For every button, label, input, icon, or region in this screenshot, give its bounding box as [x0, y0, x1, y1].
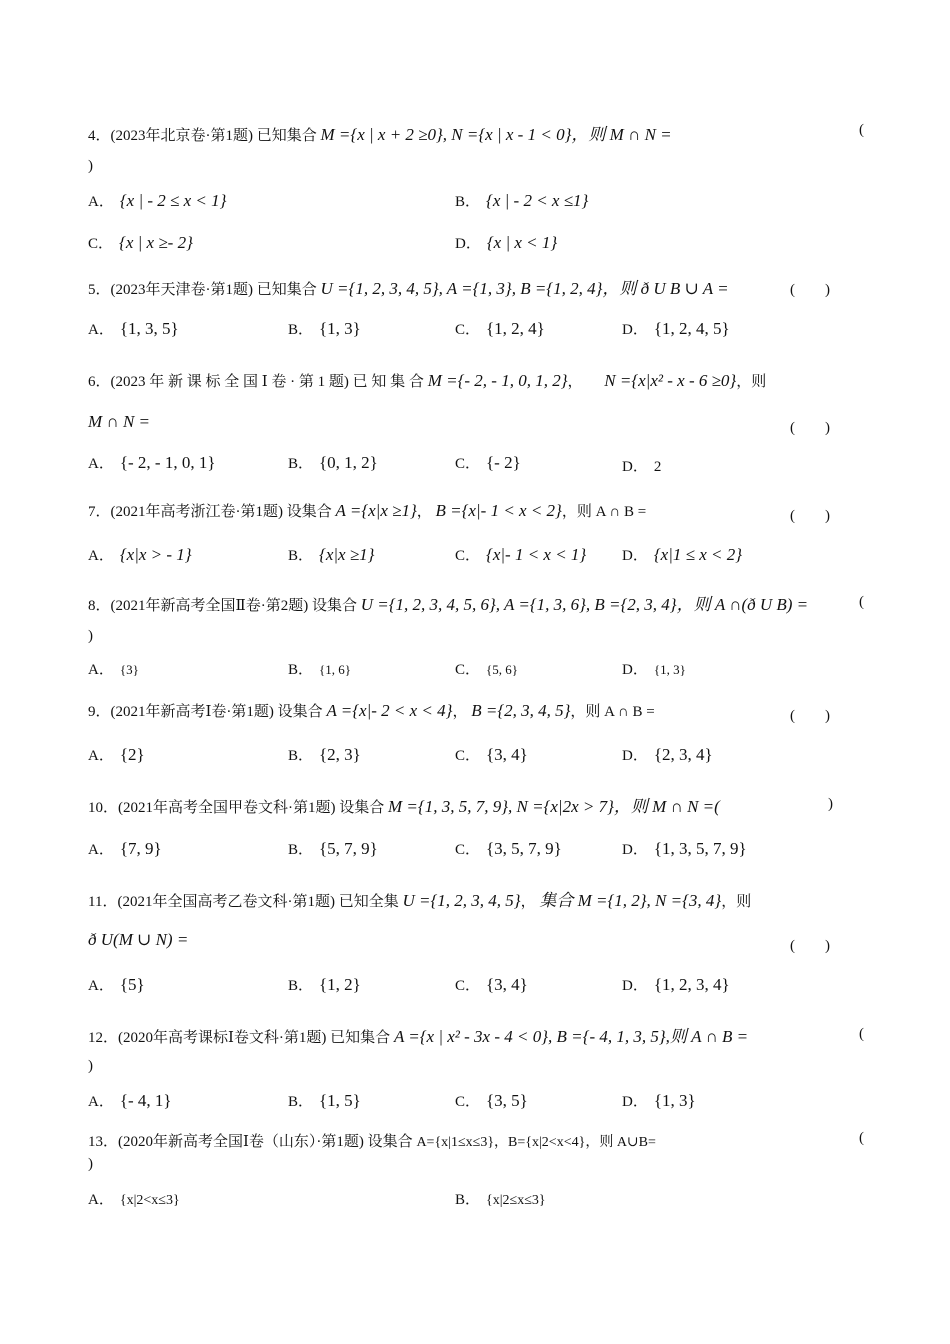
option-a: A． {x|2<x≤3} — [88, 1192, 180, 1208]
question-11-line2: ð U(M ∪ N) = — [88, 930, 189, 949]
option-b: B． {1, 5} — [288, 1091, 361, 1110]
option-d: D． {1, 3} — [622, 1091, 696, 1110]
question-9: 9．(2021年新高考Ⅰ卷·第1题) 设集合 A ={x|- 2 < x < 4}， B ={2, 3, 4, 5}，则 A ∩ B = — [88, 701, 655, 720]
option-b: B． {2, 3} — [288, 745, 361, 764]
question-6: 6．(2023 年 新 课 标 全 国 Ⅰ 卷 · 第 1 题) 已 知 集 合 M ={- 2, - 1, 0, 1, 2}， N ={x|x² - x - 6 ≥0}，则 — [88, 371, 767, 390]
option-d: D． {2, 3, 4} — [622, 745, 713, 764]
option-d: D． {x|1 ≤ x < 2} — [622, 545, 743, 564]
answer-bracket: ) — [828, 796, 833, 812]
option-a: A． {x | - 2 ≤ x < 1} — [88, 191, 227, 210]
option-c: C． {x | x ≥- 2} — [88, 233, 193, 252]
option-a: A． {5} — [88, 975, 145, 994]
answer-bracket-close: ) — [88, 1156, 93, 1172]
option-a: A． {- 2, - 1, 0, 1} — [88, 453, 216, 472]
option-c: C． {3, 5} — [455, 1091, 528, 1110]
question-11: 11．(2021年全国高考乙卷文科·第1题) 已知全集 U ={1, 2, 3, 4, 5}， 集合 M ={1, 2}, N ={3, 4}，则 — [88, 891, 752, 910]
option-b: B． {1, 2} — [288, 975, 361, 994]
question-5: 5．(2023年天津卷·第1题) 已知集合 U ={1, 2, 3, 4, 5}, A ={1, 3}, B ={1, 2, 4}，则 ð U B ∪ A = — [88, 279, 729, 298]
question-12: 12．(2020年高考课标Ⅰ卷文科·第1题) 已知集合 A ={x | x² - 3x - 4 < 0}, B ={- 4, 1, 3, 5},则 A ∩ B = — [88, 1027, 749, 1046]
answer-bracket: ( — [859, 594, 864, 610]
option-d: D． {1, 2, 4, 5} — [622, 319, 730, 338]
option-a: A． {2} — [88, 745, 145, 764]
option-b: B． {1, 6} — [288, 662, 351, 678]
option-d: D． {x | x < 1} — [455, 233, 558, 252]
option-c: C． {5, 6} — [455, 662, 518, 678]
option-d: D． {1, 3, 5, 7, 9} — [622, 839, 747, 858]
answer-bracket: ( — [859, 122, 864, 138]
option-c: C． {3, 5, 7, 9} — [455, 839, 562, 858]
option-a: A． {3} — [88, 662, 139, 678]
option-b: B． {x | - 2 < x ≤1} — [455, 191, 589, 210]
option-b: B． {5, 7, 9} — [288, 839, 378, 858]
option-b: B． {1, 3} — [288, 319, 361, 338]
answer-bracket: ( ) — [790, 708, 830, 724]
question-6-line2: M ∩ N = — [88, 412, 150, 431]
option-c: C． {- 2} — [455, 453, 521, 472]
answer-bracket-close: ) — [88, 158, 93, 174]
answer-bracket: ( — [859, 1130, 864, 1146]
answer-bracket: ( — [859, 1026, 864, 1042]
option-b: B． {x|2≤x≤3} — [455, 1192, 546, 1208]
option-d: D． 2 — [622, 459, 662, 475]
answer-bracket: ( ) — [790, 420, 830, 436]
option-c: C． {3, 4} — [455, 975, 528, 994]
option-c: C． {1, 2, 4} — [455, 319, 545, 338]
answer-bracket: ( ) — [790, 508, 830, 524]
option-c: C． {x|- 1 < x < 1} — [455, 545, 587, 564]
option-c: C． {3, 4} — [455, 745, 528, 764]
option-a: A． {1, 3, 5} — [88, 319, 179, 338]
option-b: B． {x|x ≥1} — [288, 545, 375, 564]
question-8: 8．(2021年新高考全国Ⅱ卷·第2题) 设集合 U ={1, 2, 3, 4, 5, 6}, A ={1, 3, 6}, B ={2, 3, 4}，则 A ∩(ð U B) = — [88, 595, 809, 614]
answer-bracket: ( ) — [790, 938, 830, 954]
option-b: B． {0, 1, 2} — [288, 453, 378, 472]
question-10: 10．(2021年高考全国甲卷文科·第1题) 设集合 M ={1, 3, 5, 7, 9}, N ={x|2x > 7}，则 M ∩ N =( — [88, 797, 720, 816]
answer-bracket: ( ) — [790, 282, 830, 298]
option-a: A． {7, 9} — [88, 839, 162, 858]
option-d: D． {1, 2, 3, 4} — [622, 975, 730, 994]
question-7: 7．(2021年高考浙江卷·第1题) 设集合 A ={x|x ≥1}， B ={x|- 1 < x < 2}，则 A ∩ B = — [88, 501, 647, 520]
option-a: A． {- 4, 1} — [88, 1091, 172, 1110]
option-d: D． {1, 3} — [622, 662, 686, 678]
answer-bracket-close: ) — [88, 1058, 93, 1074]
question-4: 4．(2023年北京卷·第1题) 已知集合 M ={x | x + 2 ≥0}, N ={x | x - 1 < 0}，则 M ∩ N = — [88, 125, 672, 144]
answer-bracket-close: ) — [88, 628, 93, 644]
question-13: 13．(2020年新高考全国Ⅰ卷（山东）·第1题) 设集合 A={x|1≤x≤3}，B={x|2<x<4}，则 A∪B= — [88, 1134, 656, 1150]
option-a: A． {x|x > - 1} — [88, 545, 192, 564]
